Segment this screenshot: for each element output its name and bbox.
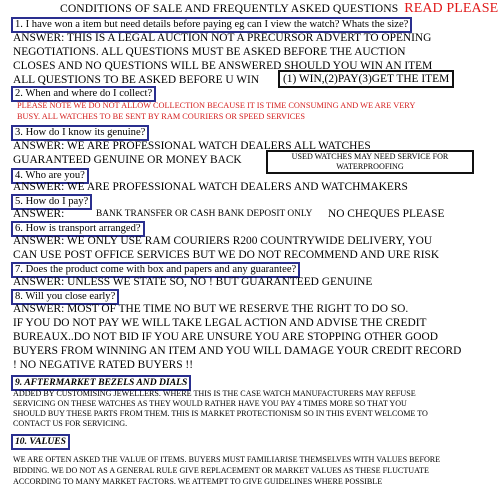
answer-9-line-1: ADDED BY CUSTOMISING JEWELLERS. WHERE THIS IS THE CASE WATCH MANUFACTURERS MAY REFUSE bbox=[13, 389, 416, 398]
answer-8-line-1: ANSWER: MOST OF THE TIME NO BUT WE RESERVE THE RIGHT TO DO SO. bbox=[13, 303, 409, 315]
question-2: 2. When and where do I collect? bbox=[11, 86, 156, 102]
note-2-line-2: BUSY. ALL WATCHES TO BE SENT BY RAM COURIERS OR SPEED SERVICES bbox=[17, 112, 305, 121]
answer-5-prefix: ANSWER: bbox=[13, 208, 65, 220]
service-note-box bbox=[266, 150, 474, 174]
title-emphasis: READ PLEASE bbox=[404, 1, 499, 16]
answer-3-line-1: ANSWER: WE ARE PROFESSIONAL WATCH DEALERS ALL WATCHES bbox=[13, 140, 371, 152]
service-note-line-2: WATERPROOFING bbox=[336, 162, 404, 172]
answer-5-payment-method: BANK TRANSFER OR CASH BANK DEPOSIT ONLY bbox=[96, 209, 313, 219]
question-8: 8. Will you close early? bbox=[11, 289, 119, 305]
answer-3-line-2: GUARANTEED GENUINE OR MONEY BACK bbox=[13, 154, 242, 166]
question-1: 1. I have won a item but need details before paying eg can I view the watch? Whats the size? bbox=[11, 17, 412, 33]
answer-8-line-5: ! NO NEGATIVE RATED BUYERS !! bbox=[13, 359, 194, 371]
answer-8-line-3: BUREAUX..DO NOT BID IF YOU ARE UNSURE YOU ARE STOPPING OTHER GOOD bbox=[13, 331, 438, 343]
answer-10-line-1: WE ARE OFTEN ASKED THE VALUE OF ITEMS. BUYERS MUST FAMILIARISE THEMSELVES WITH VALUES BEFORE bbox=[13, 455, 441, 464]
question-4: 4. Who are you? bbox=[11, 168, 89, 184]
question-7: 7. Does the product come with box and papers and any guarantee? bbox=[11, 262, 300, 278]
question-9: 9. AFTERMARKET BEZELS AND DIALS bbox=[11, 375, 191, 391]
question-10: 10. VALUES bbox=[11, 434, 70, 450]
question-3: 3. How do I know its genuine? bbox=[11, 125, 149, 141]
answer-9-line-4: CONTACT US FOR SERVICING. bbox=[13, 419, 128, 428]
answer-8-line-4: BUYERS FROM WINNING AN ITEM AND YOU WILL DAMAGE YOUR CREDIT RECORD bbox=[13, 345, 462, 357]
answer-1-line-4: ALL QUESTIONS TO BE ASKED BEFORE U WIN bbox=[13, 74, 260, 86]
note-2-line-1: PLEASE NOTE WE DO NOT ALLOW COLLECTION BECAUSE IT IS TIME CONSUMING AND WE ARE VERY bbox=[17, 101, 416, 110]
title-text: CONDITIONS OF SALE AND FREQUENTLY ASKED QUESTIONS bbox=[60, 2, 399, 15]
answer-10-line-3: ACCORDING TO MANY MARKET FACTORS. WE ATTEMPT TO GIVE GUIDELINES WHERE POSSIBLE bbox=[13, 477, 383, 486]
answer-1-line-2: NEGOTIATIONS. ALL QUESTIONS MUST BE ASKED BEFORE THE AUCTION bbox=[13, 46, 406, 58]
answer-9-line-2: SERVICING ON THESE WATCHES AS THEY WOULD RATHER HAVE YOU PAY 4 TIMES MORE SO THAT YOU bbox=[13, 399, 407, 408]
answer-9-line-3: SHOULD BUY THESE PARTS FROM THEM. THIS IS MARKET PROTECTIONISM SO IN THIS EVENT WELCOME TO bbox=[13, 409, 428, 418]
question-5: 5. How do I pay? bbox=[11, 194, 92, 210]
answer-4-line-1: ANSWER: WE ARE PROFESSIONAL WATCH DEALERS AND WATCHMAKERS bbox=[13, 181, 408, 193]
win-pay-get-box: (1) WIN,(2)PAY(3)GET THE ITEM bbox=[278, 70, 454, 88]
page-title bbox=[60, 1, 498, 17]
answer-10-line-2: BIDDING. WE DO NOT AS A GENERAL RULE GIVE REPLACEMENT OR MARKET VALUES AS THESE FLUCTUATE bbox=[13, 466, 429, 475]
answer-7-line-1: ANSWER: UNLESS WE STATE SO, NO ! BUT GUARANTEED GENUINE bbox=[13, 276, 373, 288]
answer-1-line-1: ANSWER: THIS IS A LEGAL AUCTION NOT A PRECURSOR ADVERT TO OPENING bbox=[13, 32, 432, 44]
service-note-line-1: USED WATCHES MAY NEED SERVICE FOR bbox=[291, 152, 449, 161]
answer-5-no-cheques: NO CHEQUES PLEASE bbox=[328, 208, 445, 220]
answer-6-line-2: CAN USE POST OFFICE SERVICES BUT WE DO NOT RECOMMEND AND URE RISK bbox=[13, 249, 440, 261]
answer-8-line-2: IF YOU DO NOT PAY WE WILL TAKE LEGAL ACTION AND ADVISE THE CREDIT bbox=[13, 317, 427, 329]
question-6: 6. How is transport arranged? bbox=[11, 221, 145, 237]
answer-1-line-3: CLOSES AND NO QUESTIONS WILL BE ANSWERED SHOULD YOU WIN AN ITEM bbox=[13, 60, 433, 72]
answer-6-line-1: ANSWER: WE ONLY USE RAM COURIERS R200 COUNTRYWIDE DELIVERY, YOU bbox=[13, 235, 433, 247]
